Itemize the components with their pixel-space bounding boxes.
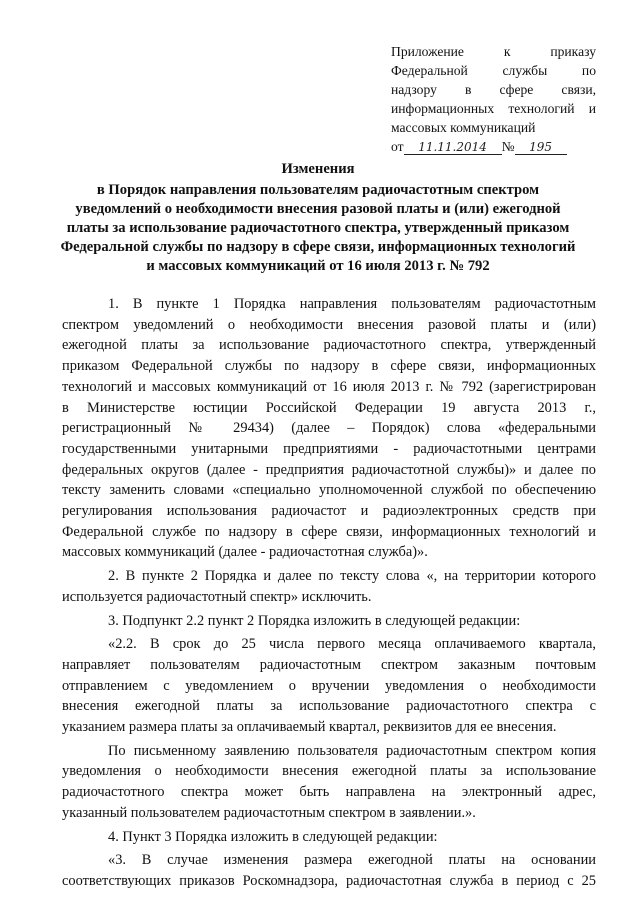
appendix-line: надзору в сфере связи, xyxy=(391,82,596,97)
text-line: указанием размера платы за оплачиваемый квартал, реквизитов для ее внесения. xyxy=(62,719,557,736)
text-line: государственными унитарными предприятиями - радиочастотными центрами xyxy=(62,440,596,457)
handwritten-number: 195 xyxy=(515,141,567,155)
paragraph-2 xyxy=(62,566,596,607)
text-line: По письменному заявлению пользователя радиочастотным спектром копия xyxy=(108,742,596,759)
text-line: в Министерстве юстиции Российской Федерации 19 августа 2013 г., xyxy=(62,399,596,416)
text-line: спектром уведомлений о необходимости внесения разовой платы и (или) xyxy=(62,316,596,333)
number-prefix: № xyxy=(501,139,515,154)
text-line: Федеральной службе по надзору в сфере связи, информационных технологий и xyxy=(62,523,596,540)
heading-line: Федеральной службы по надзору в сфере связи, информационных технологий xyxy=(60,239,576,255)
text-line: массовых коммуникаций (далее - радиочастотная служба)». xyxy=(62,544,428,561)
paragraph-1 xyxy=(62,294,596,563)
heading-line: в Порядок направления пользователям радиочастотным спектром xyxy=(96,182,540,198)
text-line: соответствующих приказов Роскомнадзора, радиочастотная служба в период с 25 xyxy=(62,872,596,889)
heading-title: Изменения xyxy=(281,161,355,177)
heading-line: уведомлений о необходимости внесения разовой платы и (или) ежегодной xyxy=(75,201,561,217)
appendix-line: информационных технологий и xyxy=(391,101,596,116)
text-line: регистрационный № 29434) (далее – Порядок) слова «федеральными xyxy=(62,420,596,437)
paragraph-7 xyxy=(62,850,596,891)
text-line: регулирования использования радиочастот и радиоэлектронных средств при xyxy=(62,503,596,520)
paragraph-4 xyxy=(62,634,596,738)
document-heading xyxy=(44,160,592,276)
appendix-line: массовых коммуникаций xyxy=(391,120,536,135)
paragraph-6 xyxy=(62,827,596,848)
appendix-block xyxy=(391,42,596,156)
text-line: 3. Подпункт 2.2 пункт 2 Порядка изложить в следующей редакции: xyxy=(108,612,521,629)
text-line: 1. В пункте 1 Порядка направления пользователям радиочастотным xyxy=(108,296,596,312)
document-body xyxy=(62,294,596,895)
text-line: внесения ежегодной платы за использование радиочастотного спектра с xyxy=(62,698,596,715)
text-line: указанный пользователем радиочастотным спектром в заявлении.». xyxy=(62,804,476,821)
text-line: 2. В пункте 2 Порядка и далее по тексту слова «, на территории которого xyxy=(108,568,596,585)
text-line: используется радиочастотный спектр» исключить. xyxy=(62,588,372,605)
text-line: федеральных округов (далее - предприятия радиочастотной службы)» и далее по xyxy=(62,461,596,478)
text-line: «3. В случае изменения размера ежегодной платы на основании xyxy=(108,852,596,869)
handwritten-date: 11.11.2014 xyxy=(404,141,502,155)
heading-line: и массовых коммуникаций от 16 июля 2013 г. № 792 xyxy=(146,258,490,274)
heading-line: платы за использование радиочастотного спектра, утвержденный приказом xyxy=(66,220,570,236)
paragraph-3 xyxy=(62,611,596,632)
text-line: «2.2. В срок до 25 числа первого месяца оплачиваемого квартала, xyxy=(108,636,596,653)
text-line: ежегодной платы за использование радиочастотного спектра, утвержденный xyxy=(62,337,596,354)
appendix-line: Федеральной службы по xyxy=(391,63,596,78)
text-line: технологий и массовых коммуникаций от 16 июля 2013 г. № 792 (зарегистрирован xyxy=(62,378,596,395)
order-date-number xyxy=(391,137,596,156)
text-line: отправлением с уведомлением о вручении уведомления о необходимости xyxy=(62,677,596,694)
text-line: радиочастотного спектра может быть направлена на электронный адрес, xyxy=(62,784,596,801)
date-prefix: от xyxy=(391,139,404,154)
text-line: тексту заменить словами «специально уполномоченной службой по обеспечению xyxy=(62,482,596,499)
text-line: уведомления о необходимости внесения ежегодной платы за использование xyxy=(62,763,596,780)
text-line: направляет пользователям радиочастотным спектром заказным почтовым xyxy=(62,656,596,673)
paragraph-5 xyxy=(62,741,596,824)
appendix-line: Приложение к приказу xyxy=(391,44,596,59)
text-line: 4. Пункт 3 Порядка изложить в следующей редакции: xyxy=(108,828,438,845)
text-line: приказом Федеральной службы по надзору в сфере связи, информационных xyxy=(62,358,596,375)
